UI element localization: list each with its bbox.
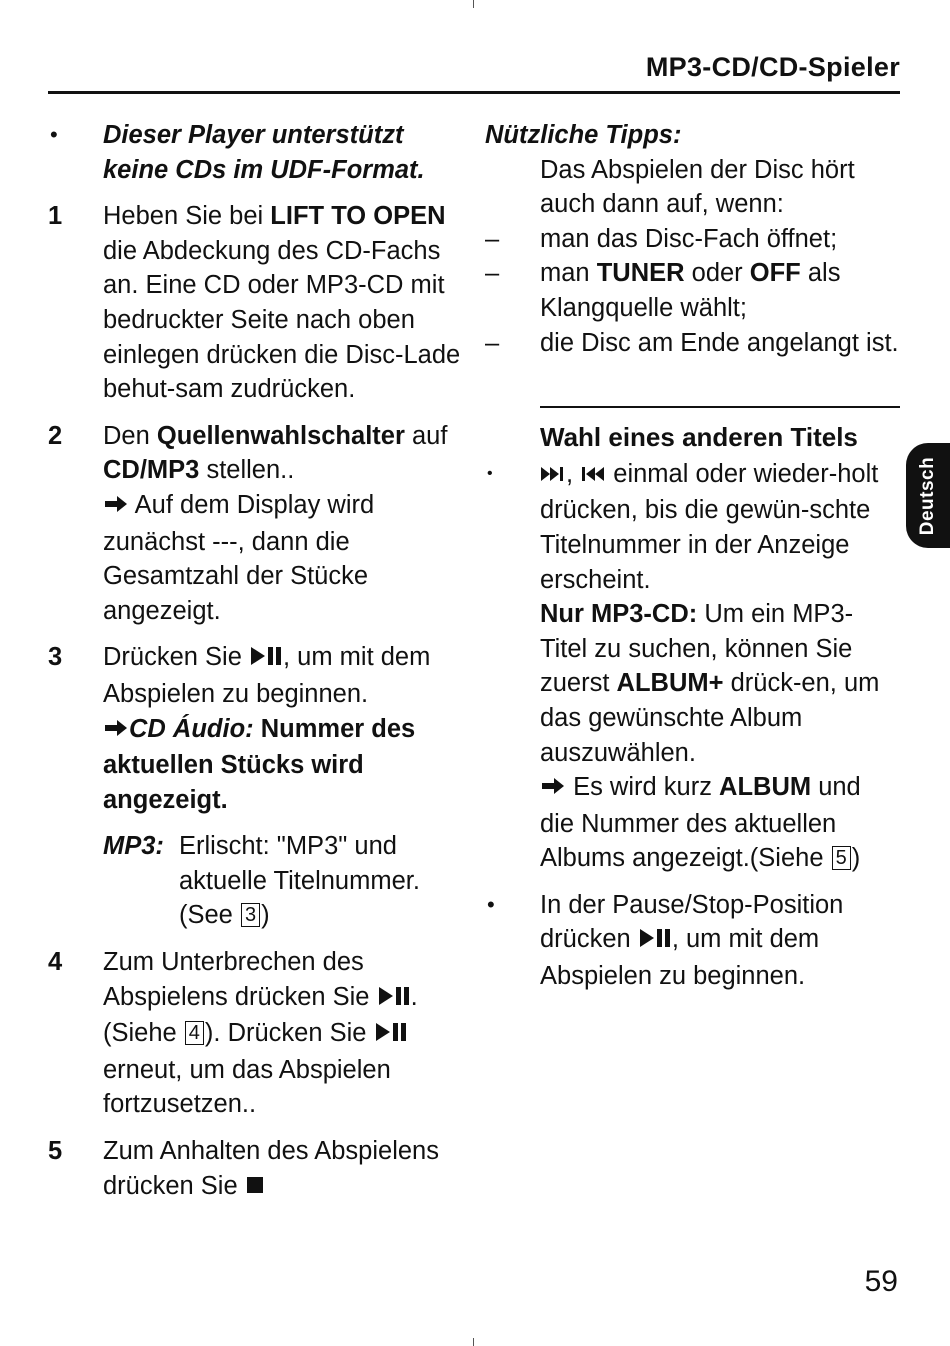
tip-text: als Klangquelle wählt; — [540, 259, 841, 322]
step-text: Drücken Sie — [103, 643, 249, 672]
figure-ref: 4 — [185, 1021, 204, 1045]
crop-mark-top — [473, 0, 474, 8]
stop-icon — [245, 1171, 265, 1206]
step-text: auf — [404, 421, 448, 450]
play-pause-icon — [374, 1018, 408, 1053]
step-text: .(Siehe — [103, 982, 418, 1048]
mp3-label: MP3: — [103, 832, 164, 861]
pause-stop-bullet — [485, 888, 900, 994]
step-text: Zum Anhalten des Abspielens drücken Sie — [103, 1137, 439, 1200]
language-tab — [906, 443, 950, 548]
mp3-note-text: ) — [261, 901, 270, 930]
bullet: • — [487, 464, 493, 482]
select-track-bullet — [485, 457, 900, 876]
mp3-note-text: Erlischt: "MP3" und aktuelle Titelnummer. (See — [179, 832, 420, 930]
cd-audio-label: CD Áudio: — [129, 714, 254, 743]
right-arrow-icon — [103, 714, 129, 749]
step-number: 3 — [48, 643, 63, 672]
udf-note — [48, 118, 468, 187]
tip-text: oder — [684, 259, 750, 288]
play-pause-icon — [249, 642, 283, 677]
lift-to-open-label: LIFT TO OPEN — [270, 202, 446, 231]
mp3-only-label: Nur MP3-CD: — [540, 600, 698, 629]
bullet: • — [487, 891, 495, 917]
step-result-text: Auf dem Display wird zunächst ---, dann die Gesamtzahl der Stücke angezeigt. — [103, 490, 375, 625]
page-header-title: MP3-CD/CD-Spieler — [645, 52, 900, 82]
play-pause-icon — [377, 982, 411, 1017]
step-text: erneut, um das Abspielen fortzusetzen.. — [103, 1055, 391, 1119]
tip-text: die Disc am Ende angelangt ist. — [540, 328, 899, 357]
bullet-text: Es wird kurz — [566, 773, 720, 802]
bullet-text: In der Pause/Stop-Position drücken — [540, 890, 844, 954]
previous-track-icon — [580, 459, 606, 494]
bullet-text: Um ein MP3-Titel zu suchen, können Sie zuerst — [540, 600, 854, 698]
page-number: 59 — [864, 1265, 898, 1298]
bullet-text: ) — [851, 844, 861, 873]
separator: , — [566, 459, 574, 488]
udf-note-text: Dieser Player unterstützt keine CDs im UDF-Format. — [103, 121, 425, 184]
figure-ref: 3 — [241, 903, 260, 927]
step-number: 1 — [48, 202, 63, 231]
step-number: 4 — [48, 948, 63, 977]
step-text: , um mit dem Abspielen zu beginnen. — [103, 643, 431, 708]
step-3 — [48, 640, 468, 817]
step-4 — [48, 945, 468, 1122]
left-column — [48, 118, 468, 1205]
tip-text: man das Disc-Fach öffnet; — [540, 224, 838, 253]
tip-item — [485, 256, 900, 325]
album-plus-label: ALBUM+ — [616, 669, 724, 698]
right-column — [485, 118, 900, 994]
step-1 — [48, 199, 468, 407]
step-number: 2 — [48, 421, 63, 450]
language-tab-label: Deutsch — [917, 456, 938, 535]
crop-mark-bottom — [473, 1338, 474, 1346]
source-selector-label: Quellenwahlschalter — [156, 421, 405, 450]
tip-item — [485, 326, 900, 361]
cd-mp3-label: CD/MP3 — [103, 456, 200, 485]
step-5 — [48, 1134, 468, 1205]
right-arrow-icon — [103, 490, 129, 525]
figure-ref: 5 — [832, 846, 851, 870]
right-arrow-icon — [540, 772, 566, 807]
bullet: • — [50, 122, 58, 147]
step-result-text: Nummer des aktuellen Stücks wird angezeigt. — [103, 714, 416, 814]
album-label: ALBUM — [719, 773, 812, 802]
step-text: Zum Unterbrechen des Abspielens drücken Sie — [103, 948, 377, 1011]
next-track-icon — [540, 459, 566, 494]
step-text: die Abdeckung des CD-Fachs an. Eine CD oder MP3-CD mit bedruckter Seite nach oben einlegen drücken die Disc-Lade behut-sam zudrücken. — [103, 236, 461, 404]
tip-item — [485, 222, 900, 257]
bullet-text: drück-en, um das gewünschte Album auszuwählen. — [540, 669, 880, 767]
play-pause-icon — [638, 924, 672, 959]
section-rule — [540, 406, 900, 408]
bullet-text: einmal oder wieder-holt drücken, bis die gewün-schte Titelnummer in der Anzeige erscheint. — [540, 459, 879, 594]
bullet-text: , um mit dem Abspielen zu beginnen. — [540, 925, 820, 991]
step-text: Heben Sie bei — [103, 202, 271, 231]
bullet-text: und die Nummer des aktuellen Albums angezeigt.(Siehe — [540, 773, 861, 873]
tips-title: Nützliche Tipps: — [485, 121, 682, 149]
step-text: ). Drücken Sie — [204, 1019, 374, 1048]
tuner-label: TUNER — [596, 259, 685, 288]
step-2 — [48, 419, 468, 629]
mp3-note — [103, 829, 468, 933]
dash: – — [485, 259, 500, 288]
section-title: Wahl eines anderen Titels — [540, 422, 858, 453]
step-number: 5 — [48, 1137, 63, 1166]
dash: – — [485, 224, 500, 253]
off-label: OFF — [749, 259, 801, 288]
step-text: stellen.. — [199, 456, 295, 485]
step-text: Den — [103, 421, 157, 450]
dash: – — [485, 328, 500, 357]
tips-intro: Das Abspielen der Disc hört auch dann auf, wenn: — [540, 155, 855, 219]
tip-text: man — [540, 259, 597, 288]
header-rule — [48, 91, 900, 94]
